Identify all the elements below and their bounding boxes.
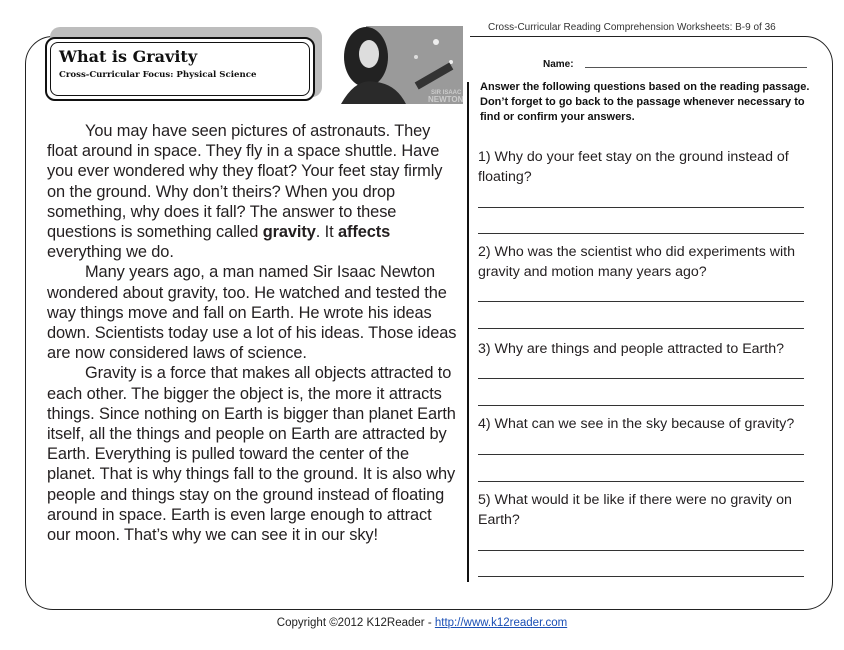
question-4: 4) What can we see in the sky because of gravity? bbox=[478, 416, 795, 432]
page-subtitle: Cross-Curricular Focus: Physical Science bbox=[59, 70, 257, 80]
question-3: 3) Why are things and people attracted to Earth? bbox=[478, 341, 785, 357]
answer-line-3b[interactable] bbox=[478, 405, 804, 406]
copyright-text: Copyright ©2012 K12Reader - bbox=[276, 617, 435, 629]
svg-text:NEWTON: NEWTON bbox=[428, 95, 463, 104]
p1-mid: . It bbox=[315, 223, 339, 242]
page-title: What is Gravity bbox=[59, 47, 198, 66]
bold-affects: affects bbox=[338, 223, 391, 242]
name-label: Name: bbox=[543, 59, 574, 70]
worksheet-series-label: Cross-Curricular Reading Comprehension Worksheets: B-9 of 36 bbox=[488, 22, 776, 33]
answer-line-5a[interactable] bbox=[478, 550, 804, 551]
column-divider bbox=[467, 82, 469, 582]
p1-end: everything we do. bbox=[47, 243, 174, 262]
passage-paragraph-3: Gravity is a force that makes all objects attracted to each other. The bigger the object is, the more it attracts things. Since nothing on Earth is bigger than planet Earth itself, all the things and people on Earth are attracted by Earth. Everything is pulled toward the center of the planet. That is why things fall to the ground. It is also why people and things stay on the ground instead of floating around in space. Earth is even large enough to attract our moon. That’s why we can see it in our sky! bbox=[47, 364, 456, 545]
answer-line-2b[interactable] bbox=[478, 328, 804, 329]
newton-portrait-icon bbox=[336, 22, 463, 104]
answer-line-5b[interactable] bbox=[478, 576, 804, 577]
p1-text: You may have seen pictures of astronauts. They float around in space. They fly in a space shuttle. Have you ever wondered why they float? Your feet stay firmly on the ground. Why don’t theirs? When you drop something, why does it fall? The answer to these questions is something called bbox=[47, 122, 443, 242]
question-2: 2) Who was the scientist who did experiments with gravity and motion many years ago? bbox=[478, 244, 795, 280]
passage-paragraph-1 bbox=[47, 121, 457, 262]
copyright-footer bbox=[0, 617, 844, 629]
svg-text:SIR ISAAC: SIR ISAAC bbox=[431, 90, 462, 96]
answer-line-4a[interactable] bbox=[478, 454, 804, 455]
answer-line-2a[interactable] bbox=[478, 301, 804, 302]
reading-passage bbox=[47, 121, 457, 545]
question-5: 5) What would it be like if there were no gravity on Earth? bbox=[478, 492, 792, 528]
question-1: 1) Why do your feet stay on the ground instead of floating? bbox=[478, 149, 789, 185]
name-field[interactable] bbox=[585, 67, 807, 68]
answer-line-1b[interactable] bbox=[478, 233, 804, 234]
answer-line-4b[interactable] bbox=[478, 481, 804, 482]
answer-line-1a[interactable] bbox=[478, 207, 804, 208]
k12reader-link[interactable]: http://www.k12reader.com bbox=[434, 617, 568, 629]
answer-line-3a[interactable] bbox=[478, 378, 804, 379]
bold-gravity: gravity bbox=[262, 223, 316, 242]
instructions: Answer the following questions based on the reading passage. Don’t forget to go back to the passage whenever necessary to find or confirm your answers. bbox=[480, 81, 810, 123]
passage-paragraph-2: Many years ago, a man named Sir Isaac Newton wondered about gravity, too. He watched and tested the way things move and fall on Earth. He wrote his ideas down. Scientists today use a lot of his ideas. Those ideas are now considered laws of science. bbox=[47, 263, 457, 363]
